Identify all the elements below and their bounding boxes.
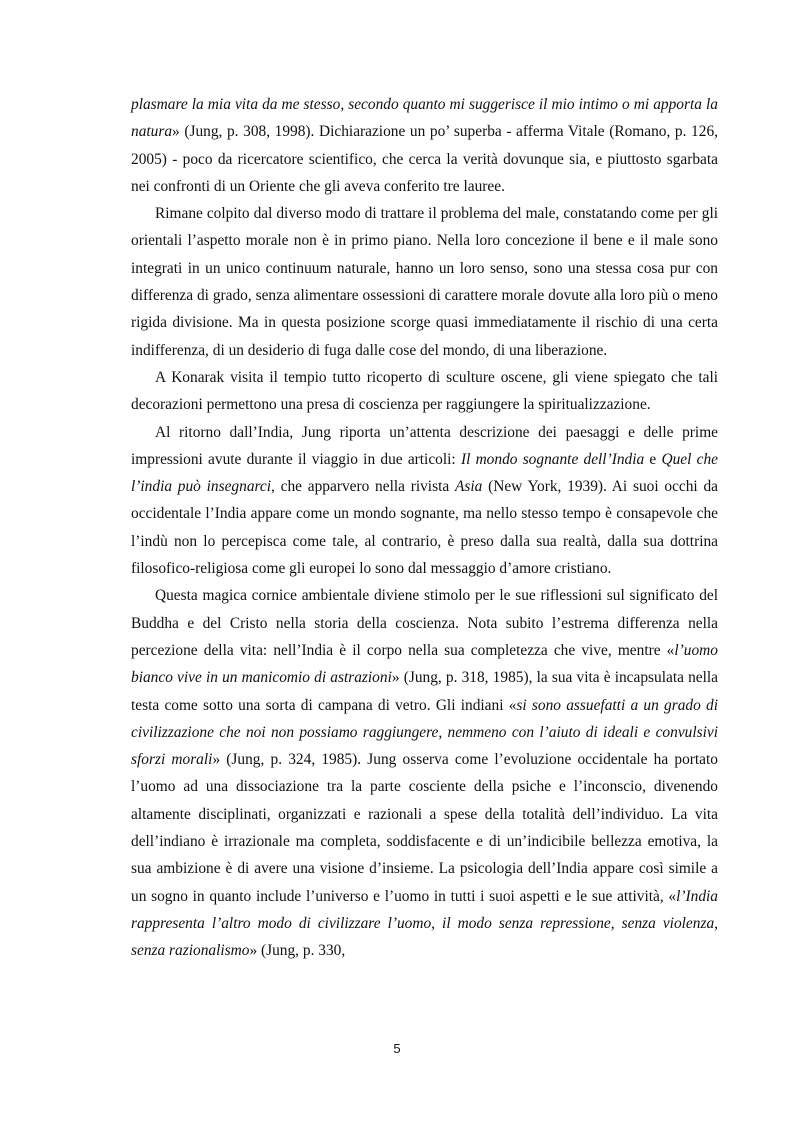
paragraph — [131, 364, 718, 419]
italic-text-run: si sono assuefatti a un grado di civilizzazione che noi non possiamo raggiungere, nemmeno con l’aiuto di ideali e convulsivi sforzi morali — [131, 696, 718, 769]
text-run: Al ritorno dall’India, Jung riporta un’attenta descrizione dei paesaggi e delle prime impressioni avute durante il viaggio in due articoli: — [131, 423, 718, 468]
text-run: » (Jung, p. 308, 1998). Dichiarazione un po’ superba - afferma Vitale (Romano, p. 126, 2005) - poco da ricercatore scientifico, che cerca la verità dovunque sia, e piuttosto sgarbata nei confronti di un Oriente che gli aveva conferito tre lauree. — [131, 123, 718, 195]
italic-text-run: l’uomo bianco vive in un manicomio di astrazioni — [131, 641, 718, 687]
italic-text-run: l’India rappresenta l’altro modo di civilizzare l’uomo, il modo senza repressione, senza violenza, senza razionalismo — [131, 887, 718, 960]
text-run: e — [644, 450, 662, 468]
text-run: » (Jung, p. 330, — [249, 942, 346, 960]
italic-text-run: Il mondo sognante dell’India — [460, 450, 645, 468]
italic-text-run: plasmare la mia vita da me stesso, secondo quanto mi suggerisce il mio intimo o mi apporta la natura — [131, 96, 718, 141]
paragraph — [131, 200, 718, 364]
text-run: , che apparvero nella rivista — [271, 478, 455, 496]
italic-text-run: Quel che l’india può insegnarci — [131, 450, 719, 496]
text-run: (New York, 1939). Ai suoi occhi da occidentale l’India appare come un mondo sognante, ma nello stesso tempo è consapevole che l’indù non lo percepisca come tale, al contrario, è preso dalla sua realtà, dalla sua dottrina filosofico-religiosa come gli europei lo sono dal messaggio d’amore cristiano. — [131, 478, 718, 578]
body-text — [131, 91, 718, 965]
text-run: Rimane colpito dal diverso modo di trattare il problema del male, constatando come per gli orientali l’aspetto morale non è in primo piano. Nella loro concezione il bene e il male sono integrati in un unico continuum naturale, hanno un loro senso, sono una stessa cosa pur con differenza di grado, senza alimentare ossessioni di carattere morale dovute alla loro più o meno rigida divisione. Ma in questa posizione scorge quasi immediatamente il rischio di una certa indifferenza, di un desiderio di fuga dalle cose del mondo, di una liberazione. — [131, 205, 718, 359]
text-run: Questa magica cornice ambientale diviene stimolo per le sue riflessioni sul significato del Buddha e del Cristo nella storia della coscienza. Nota subito l’estrema differenza nella percezione della vita: nell’India è il corpo nella sua completezza che vive, mentre « — [131, 587, 718, 659]
paragraph — [131, 419, 718, 583]
text-run: » (Jung, p. 318, 1985), la sua vita è incapsulata nella testa come sotto una sorta di campana di vetro. Gli indiani « — [131, 669, 718, 714]
text-run: A Konarak visita il tempio tutto ricoperto di sculture oscene, gli viene spiegato che tali decorazioni permettono una presa di coscienza per raggiungere la spiritualizzazione. — [131, 368, 718, 414]
paragraph — [131, 582, 718, 964]
page-number: 5 — [393, 1041, 401, 1056]
italic-text-run: Asia — [454, 478, 483, 496]
paragraph — [131, 91, 718, 200]
text-run: » (Jung, p. 324, 1985). Jung osserva come l’evoluzione occidentale ha portato l’uomo ad una dissociazione tra la parte cosciente della psiche e l’inconscio, divenendo altamente disciplinati, organizzati e razionali a spese della totalità dell’individuo. La vita dell’indiano è irrazionale ma completa, soddisfacente e di un’indicibile bellezza emotiva, la sua ambizione è di avere una visione d’insieme. La psicologia dell’India appare così simile a un sogno in quanto include l’universo e l’uomo in tutti i suoi aspetti e le sue attività, « — [131, 751, 718, 905]
